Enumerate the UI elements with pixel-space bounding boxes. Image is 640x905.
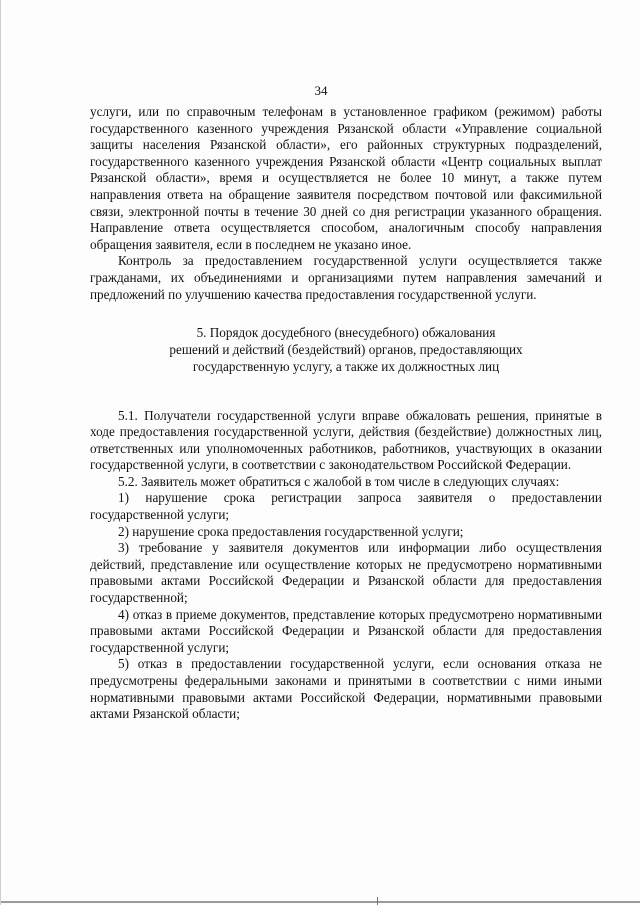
section-heading-line-2: решений и действий (бездействий) органов, предоставляющих	[169, 341, 523, 357]
section-heading-line-3: государственную услугу, а также их должностных лиц	[192, 358, 500, 374]
section-heading-line-1: 5. Порядок досудебного (внесудебного) обжалования	[196, 325, 496, 341]
scan-edge-tick	[377, 897, 378, 905]
document-body	[90, 104, 602, 723]
paragraph-5-2: 5.2. Заявитель может обратиться с жалобой в том числе в следующих случаях:	[118, 473, 560, 489]
list-item: 5) отказ в предоставлении государственной услуги, если основания отказа не предусмотрены федеральными законами и принятыми в соответствии с ними иными нормативными правовыми актами Российской Федерации, нормативными правовыми актами Рязанской области;	[90, 656, 602, 722]
section-heading	[90, 325, 602, 375]
spacer	[90, 376, 602, 408]
scan-edge-line	[1, 901, 640, 903]
list-item: 1) нарушение срока регистрации запроса заявителя о предоставлении государственной услуги;	[90, 490, 602, 523]
paragraph-5-1: 5.1. Получатели государственной услуги вправе обжаловать решения, принятые в ходе предоставления государственной услуги, действия (бездействие) должностных лиц, ответственных или уполномоченных работников, работников, участвующих в оказании государственной услуги, в соответствии с законодательством Российской Федерации.	[90, 407, 602, 473]
list-item: 4) отказ в приеме документов, представление которых предусмотрено нормативными правовыми актами Российской Федерации и Рязанской области для предоставления государственной услуги;	[90, 606, 602, 655]
page-number: 34	[314, 83, 328, 98]
list-item: 2) нарушение срока предоставления государственной услуги;	[118, 523, 464, 539]
paragraph-control: Контроль за предоставлением государственной услуги осуществляется также гражданами, их объединениями и организациями путем направления замечаний и предложений по улучшению качества предоставления государственной услуги.	[90, 253, 602, 302]
list-item: 3) требование у заявителя документов или информации либо осуществления действий, представление или осуществление которых не предусмотрено нормативными правовыми актами Российской Федерации и Рязанской области для предоставления государственной;	[90, 540, 602, 606]
paragraph-continuation: услуги, или по справочным телефонам в установленное графиком (режимом) работы государственного казенного учреждения Рязанской области «Управление социальной защиты населения Рязанской области», его районных структурных подразделений, государственного казенного учреждения Рязанской области «Центр социальных выплат Рязанской области», время и осуществляется не более 10 минут, а также путем направления ответа на обращение заявителя посредством почтовой или факсимильной связи, электронной почты в течение 30 дней со дня регистрации указанного обращения. Направление ответа осуществляется способом, аналогичным способу направления обращения заявителя, если в последнем не указано иное.	[90, 104, 602, 252]
